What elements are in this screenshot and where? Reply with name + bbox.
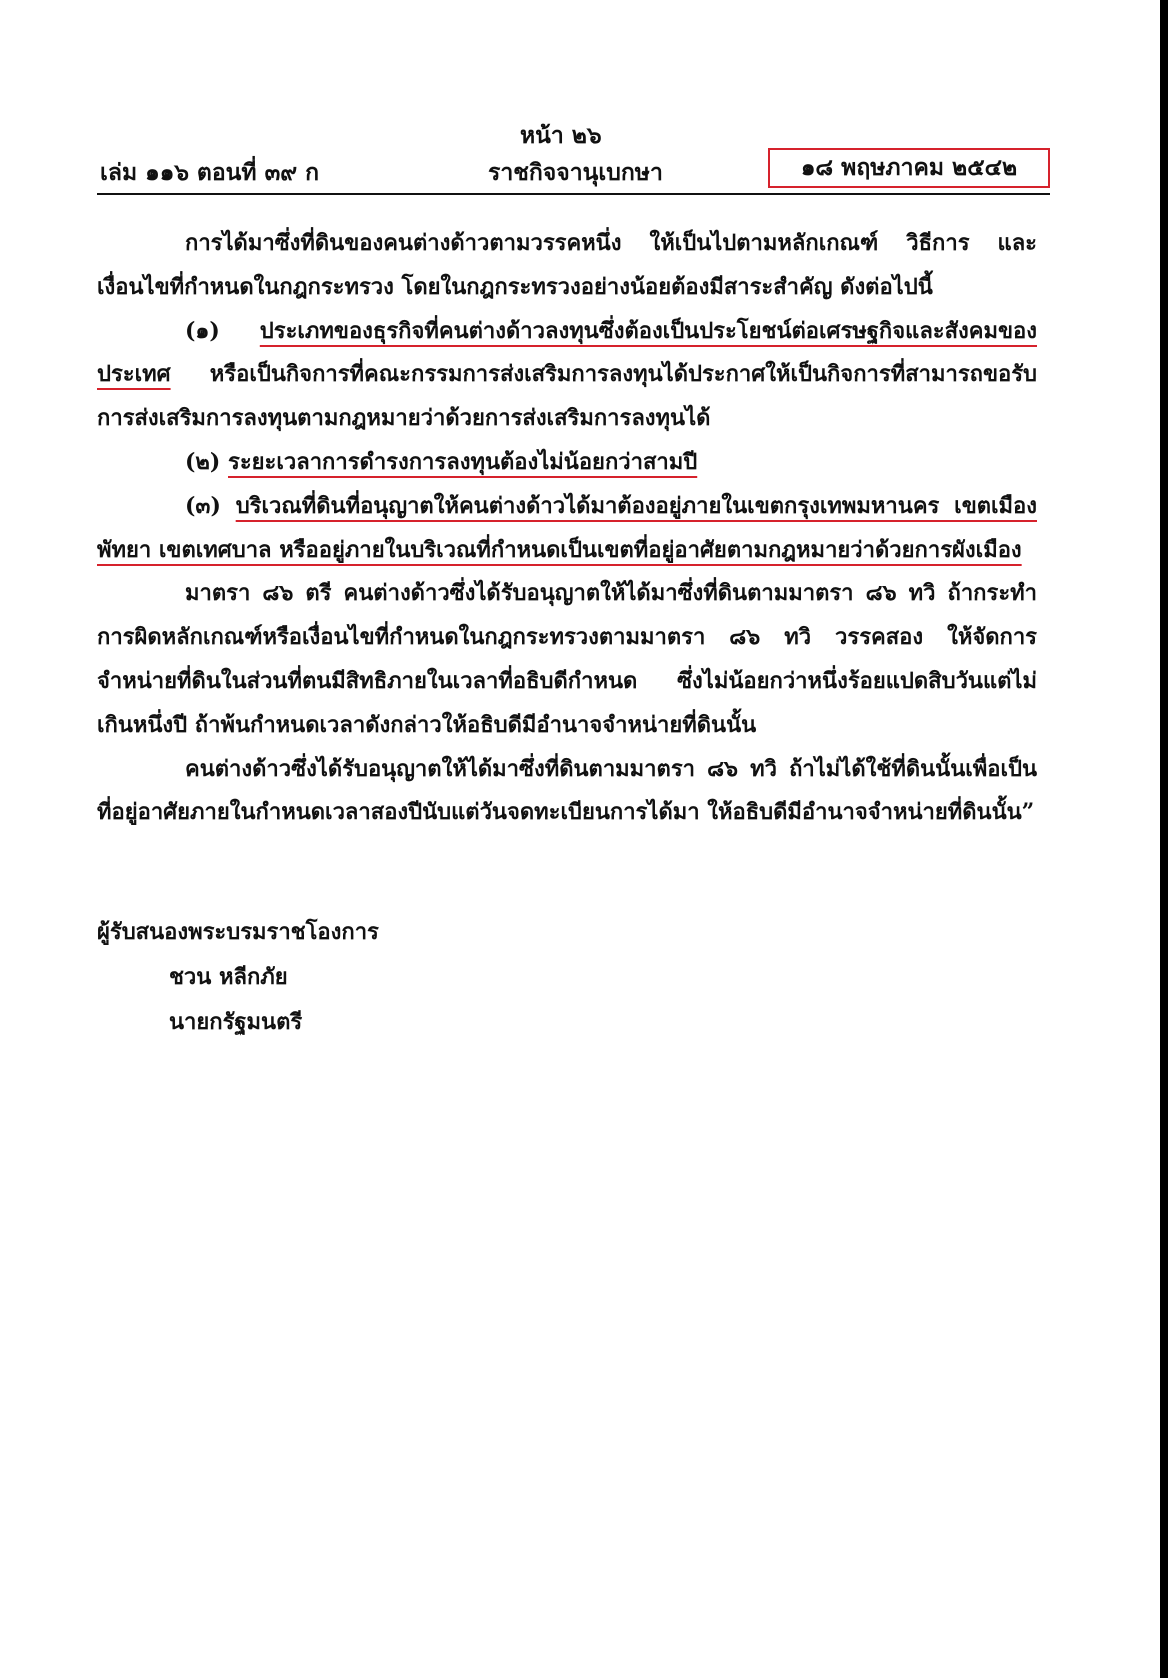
list-item-1-underlined-text: ประเภทของธุรกิจที่คนต่างด้าวลงทุนซึ่งต้องเป็นประโยชน์ต่อเศรษฐกิจและสังคมของประเทศ <box>97 317 1037 388</box>
list-item-1 <box>97 310 1037 441</box>
volume-issue: เล่ม ๑๑๖ ตอนที่ ๓๙ ก <box>100 159 320 186</box>
paragraph-intro: การได้มาซึ่งที่ดินของคนต่างด้าวตามวรรคหนึ่ง ให้เป็นไปตามหลักเกณฑ์ วิธีการ และเงื่อนไขที่กำหนดในกฎกระทรวง โดยในกฎกระทรวงอย่างน้อยต้องมีสาระสำคัญ ดังต่อไปนี้ <box>97 230 1037 300</box>
signatory-title: นายกรัฐมนตรี <box>169 1009 303 1035</box>
list-item-1-number: (๑) <box>185 317 220 344</box>
signature-block <box>97 910 379 1045</box>
list-item-3-number: (๓) <box>185 492 221 519</box>
paragraph-section-86-tri: มาตรา ๘๖ ตรี คนต่างด้าวซึ่งได้รับอนุญาตให้ได้มาซึ่งที่ดินตามมาตรา ๘๖ ทวิ ถ้ากระทำการผิดหลักเกณฑ์หรือเงื่อนไขที่กำหนดในกฎกระทรวงตามมาตรา ๘๖ ทวิ วรรคสอง ให้จัดการจำหน่ายที่ดินในส่วนที่ตนมีสิทธิภายในเวลาที่อธิบดีกำหนด ซึ่งไม่น้อยกว่าหนึ่งร้อยแปดสิบวันแต่ไม่เกินหนึ่งปี ถ้าพ้นกำหนดเวลาดังกล่าวให้อธิบดีมีอำนาจจำหน่ายที่ดินนั้น <box>97 580 1037 738</box>
gazette-header <box>100 155 1050 191</box>
paragraph-closing: คนต่างด้าวซึ่งได้รับอนุญาตให้ได้มาซึ่งที่ดินตามมาตรา ๘๖ ทวิ ถ้าไม่ได้ใช้ที่ดินนั้นเพื่อเป็นที่อยู่อาศัยภายในกำหนดเวลาสองปีนับแต่วันจดทะเบียนการได้มา ให้อธิบดีมีอำนาจจำหน่ายที่ดินนั้น” <box>97 755 1037 826</box>
list-item-3-underlined-text: บริเวณที่ดินที่อนุญาตให้คนต่างด้าวได้มาต้องอยู่ภายในเขตกรุงเทพมหานคร เขตเมืองพัทยา เขตเทศบาล หรืออยู่ภายในบริเวณที่กำหนดเป็นเขตที่อยู่อาศัยตามกฎหมายว่าด้วยการผังเมือง <box>97 492 1037 563</box>
page-number: หน้า ๒๖ <box>520 122 602 149</box>
list-item-2-underlined-text: ระยะเวลาการดำรงการลงทุนต้องไม่น้อยกว่าสามปี <box>228 448 698 475</box>
document-body <box>97 222 1037 835</box>
list-item-2 <box>97 441 1037 485</box>
countersign-line: ผู้รับสนองพระบรมราชโองการ <box>97 919 379 945</box>
list-item-3 <box>97 485 1037 573</box>
publication-date-highlighted: ๑๘ พฤษภาคม ๒๕๔๒ <box>768 148 1050 188</box>
gazette-name: ราชกิจจานุเบกษา <box>488 159 663 186</box>
signatory-name: ชวน หลีกภัย <box>169 964 288 990</box>
scan-edge-border <box>1160 0 1168 1678</box>
header-divider <box>97 193 1050 195</box>
list-item-2-number: (๒) <box>185 448 221 475</box>
list-item-1-text: หรือเป็นกิจการที่คณะกรรมการส่งเสริมการลงทุนได้ประกาศให้เป็นกิจการที่สามารถขอรับการส่งเสริมการลงทุนตามกฎหมายว่าด้วยการส่งเสริมการลงทุนได้ <box>97 361 1037 432</box>
